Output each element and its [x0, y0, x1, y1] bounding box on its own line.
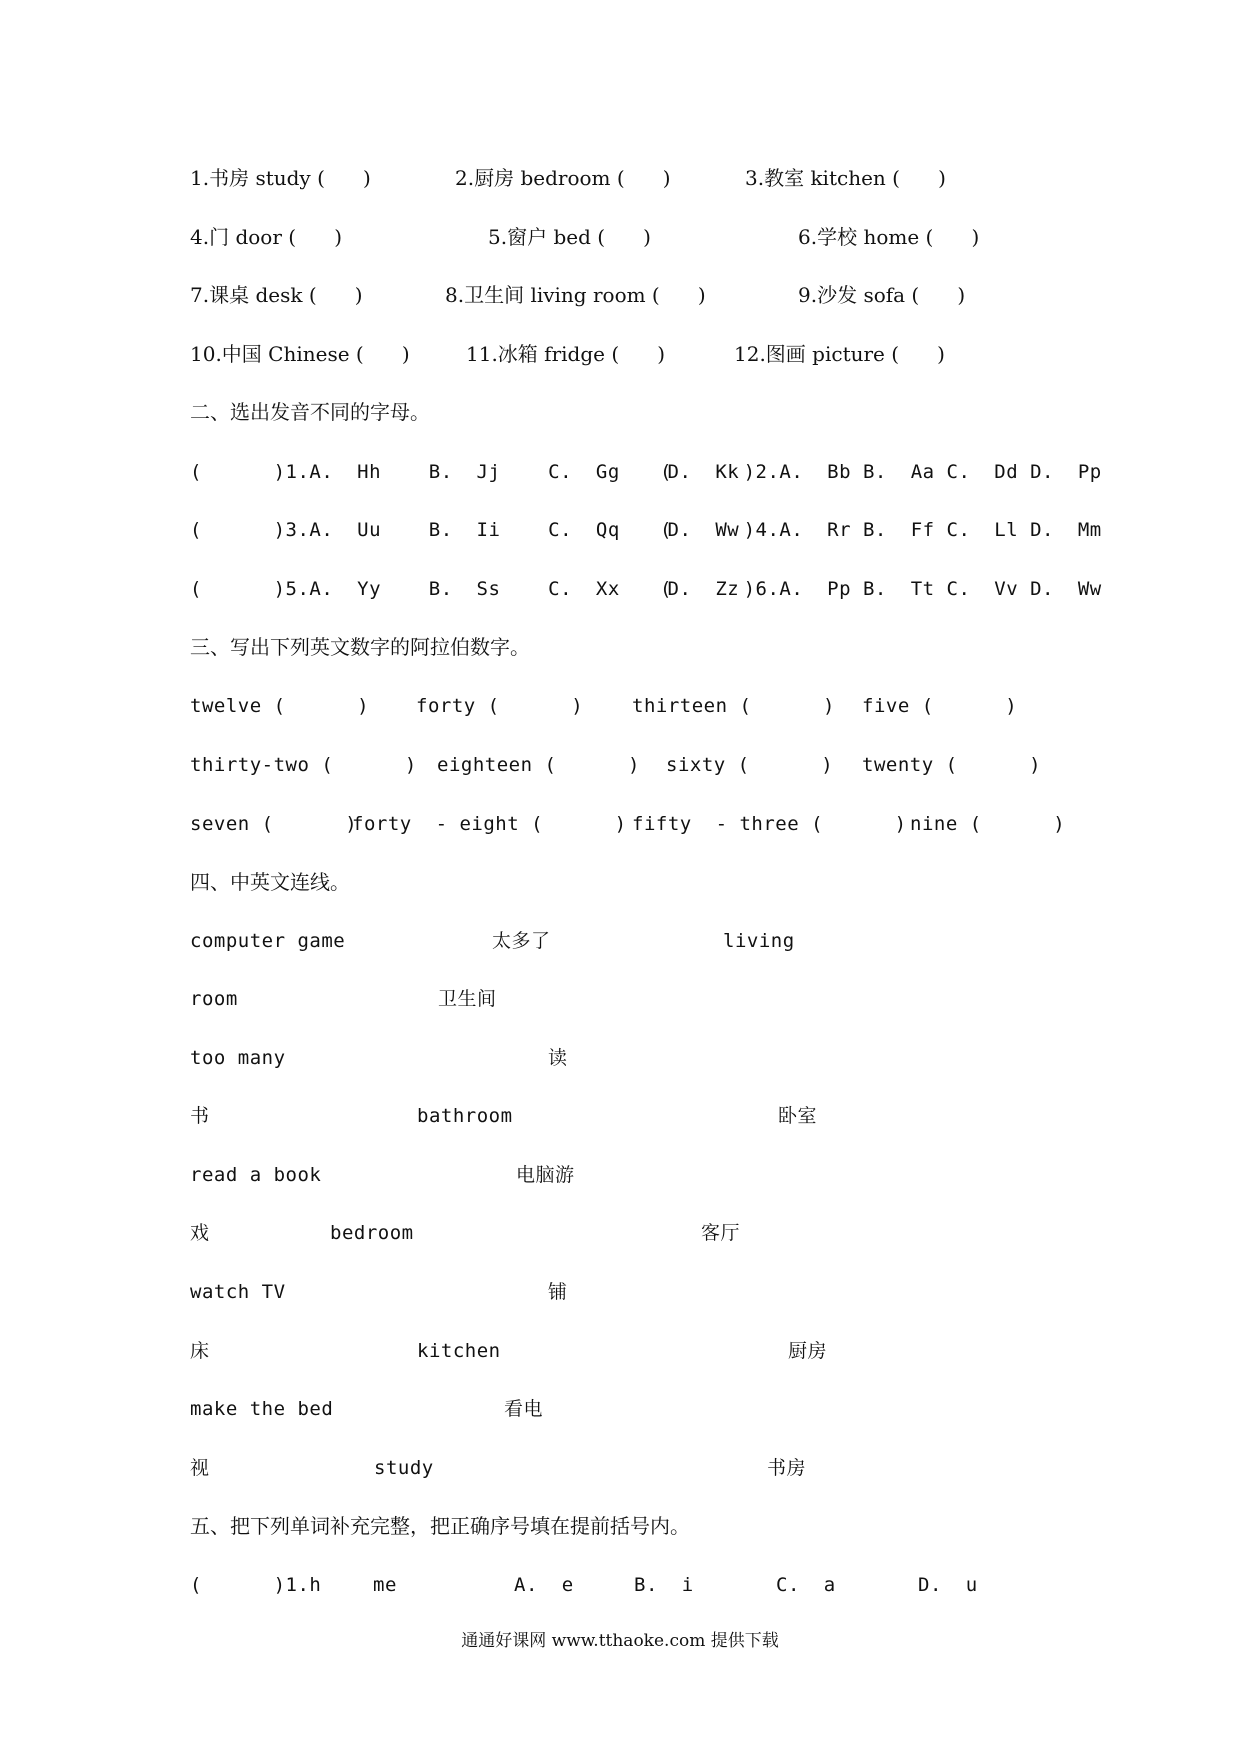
number-item: twenty ( ): [862, 754, 1042, 776]
number-item: nine ( ): [910, 813, 1066, 835]
letters-row-2: [0, 510, 1240, 550]
spelling-row-1: [0, 1565, 1240, 1605]
match-word: 戏: [190, 1222, 210, 1244]
section-heading: 五、把下列单词补充完整，把正确序号填在提前括号内。: [190, 1514, 690, 1538]
number-item: thirteen ( ): [632, 695, 835, 717]
vocab-item: 2.厨房 bedroom ( ): [455, 166, 671, 190]
letters-question: ( )1.A. Hh B. Jj C. Gg D. Kk: [190, 461, 740, 483]
match-word: 太多了: [492, 930, 551, 952]
match-word: living: [723, 930, 795, 952]
vocab-item: 12.图画 picture ( ): [734, 342, 945, 366]
vocab-item: 3.教室 kitchen ( ): [745, 166, 946, 190]
spelling-option: C. a: [776, 1574, 836, 1596]
vocab-item: 10.中国 Chinese ( ): [190, 342, 410, 366]
vocab-item: 7.课桌 desk ( ): [190, 283, 363, 307]
letters-question: ( )4.A. Rr B. Ff C. Ll D. Mm: [660, 519, 1102, 541]
spelling-option: A. e: [514, 1574, 574, 1596]
vocab-item: 4.门 door ( ): [190, 225, 342, 249]
letters-question: ( )3.A. Uu B. Ii C. Qq D. Ww: [190, 519, 740, 541]
number-item: sixty ( ): [666, 754, 834, 776]
match-word: 视: [190, 1457, 210, 1479]
letters-question: ( )2.A. Bb B. Aa C. Dd D. Pp: [660, 461, 1102, 483]
spelling-question: me: [373, 1574, 397, 1596]
vocab-item: 6.学校 home ( ): [798, 225, 980, 249]
match-word: 卧室: [778, 1105, 818, 1127]
section-heading: 二、选出发音不同的字母。: [190, 400, 430, 424]
match-word: bedroom: [330, 1222, 414, 1244]
match-word: computer game: [190, 930, 346, 952]
number-item: forty ( ): [416, 695, 584, 717]
letters-question: ( )6.A. Pp B. Tt C. Vv D. Ww: [660, 578, 1102, 600]
match-word: kitchen: [417, 1340, 501, 1362]
match-row-2: [0, 979, 1240, 1019]
match-row-9: [0, 1389, 1240, 1429]
match-word: make the bed: [190, 1398, 334, 1420]
vocab-row-3: [0, 275, 1240, 315]
match-word: read a book: [190, 1164, 322, 1186]
match-word: 读: [548, 1047, 568, 1069]
letters-row-3: [0, 569, 1240, 609]
letters-row-1: [0, 452, 1240, 492]
match-word: study: [374, 1457, 434, 1479]
match-word: 电脑游: [516, 1164, 575, 1186]
match-word: 床: [190, 1340, 210, 1362]
section-heading: 三、写出下列英文数字的阿拉伯数字。: [190, 635, 530, 659]
number-item: twelve ( ): [190, 695, 370, 717]
numbers-row-2: [0, 745, 1240, 785]
match-word: 厨房: [788, 1340, 828, 1362]
vocab-item: 5.窗户 bed ( ): [488, 225, 651, 249]
match-word: watch TV: [190, 1281, 286, 1303]
number-item: thirty-two ( ): [190, 754, 417, 776]
number-item: five ( ): [862, 695, 1018, 717]
match-row-10: [0, 1448, 1240, 1488]
match-word: 客厅: [701, 1222, 741, 1244]
number-item: eighteen ( ): [437, 754, 640, 776]
match-word: 看电: [504, 1398, 544, 1420]
spelling-option: D. u: [918, 1574, 978, 1596]
match-row-4: [0, 1096, 1240, 1136]
vocab-row-2: [0, 217, 1240, 257]
match-row-1: [0, 921, 1240, 961]
vocab-item: 8.卫生间 living room ( ): [445, 283, 706, 307]
numbers-row-1: [0, 686, 1240, 726]
match-row-7: [0, 1272, 1240, 1312]
vocab-row-1: [0, 158, 1240, 198]
letters-question: ( )5.A. Yy B. Ss C. Xx D. Zz: [190, 578, 740, 600]
vocab-row-4: [0, 334, 1240, 374]
match-word: bathroom: [417, 1105, 513, 1127]
vocab-item: 1.书房 study ( ): [190, 166, 371, 190]
match-row-6: [0, 1213, 1240, 1253]
number-item: seven ( ): [190, 813, 358, 835]
match-row-5: [0, 1155, 1240, 1195]
footer-credit: 通通好课网 www.tthaoke.com 提供下载: [461, 1631, 779, 1651]
spelling-option: B. i: [634, 1574, 694, 1596]
match-word: 卫生间: [438, 988, 497, 1010]
match-row-3: [0, 1038, 1240, 1078]
match-word: 书房: [767, 1457, 807, 1479]
vocab-item: 9.沙发 sofa ( ): [798, 283, 966, 307]
spelling-question: ( )1.h: [190, 1574, 322, 1596]
vocab-item: 11.冰箱 fridge ( ): [466, 342, 666, 366]
match-word: 铺: [548, 1281, 568, 1303]
number-item: forty - eight ( ): [352, 813, 627, 835]
match-word: too many: [190, 1047, 286, 1069]
number-item: fifty - three ( ): [632, 813, 907, 835]
match-word: room: [190, 988, 238, 1010]
match-word: 书: [190, 1105, 210, 1127]
numbers-row-3: [0, 804, 1240, 844]
section-heading: 四、中英文连线。: [190, 870, 350, 894]
match-row-8: [0, 1331, 1240, 1371]
